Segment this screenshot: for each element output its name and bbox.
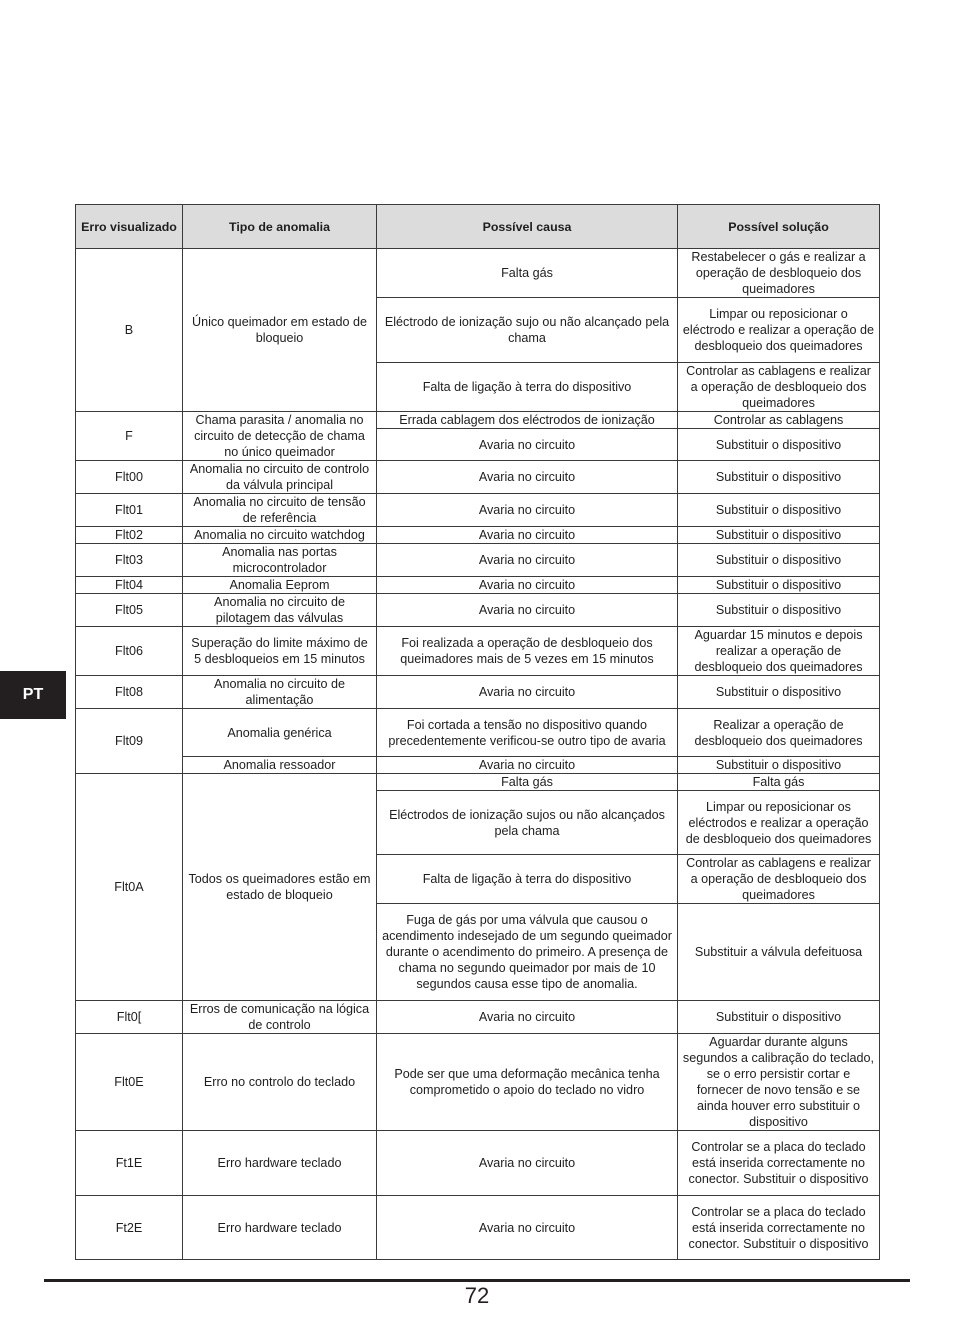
error-code-cell: Flt0[ <box>76 1001 183 1034</box>
anomaly-type-cell: Erros de comunicação na lógica de controlo <box>183 1001 377 1034</box>
error-code-cell: Ft1E <box>76 1131 183 1196</box>
table-row <box>76 1131 880 1196</box>
anomaly-type-cell: Anomalia no circuito de pilotagem das válvulas <box>183 594 377 627</box>
solution-cell: Controlar se a placa do teclado está inserida correctamente no conector. Substituir o dispositivo <box>678 1131 880 1196</box>
solution-cell: Substituir o dispositivo <box>678 676 880 709</box>
solution-cell: Substituir a válvula defeituosa <box>678 904 880 1001</box>
error-code-cell: Flt09 <box>76 709 183 774</box>
cause-cell: Pode ser que uma deformação mecânica tenha comprometido o apoio do teclado no vidro <box>377 1034 678 1131</box>
language-tab-pt: PT <box>0 671 66 719</box>
cause-cell: Avaria no circuito <box>377 461 678 494</box>
solution-cell: Realizar a operação de desbloqueio dos queimadores <box>678 709 880 757</box>
cause-cell: Avaria no circuito <box>377 1196 678 1260</box>
error-code-cell: Flt00 <box>76 461 183 494</box>
anomaly-type-cell: Erro hardware teclado <box>183 1196 377 1260</box>
error-code-cell: Flt03 <box>76 544 183 577</box>
header-possible-solution: Possível solução <box>678 205 880 249</box>
cause-cell: Avaria no circuito <box>377 494 678 527</box>
error-code-cell: F <box>76 412 183 461</box>
anomaly-type-cell: Todos os queimadores estão em estado de bloqueio <box>183 774 377 1001</box>
solution-cell: Controlar as cablagens e realizar a operação de desbloqueio dos queimadores <box>678 363 880 412</box>
error-code-cell: Ft2E <box>76 1196 183 1260</box>
cause-cell: Eléctrodos de ionização sujos ou não alcançados pela chama <box>377 791 678 855</box>
solution-cell: Controlar se a placa do teclado está inserida correctamente no conector. Substituir o dispositivo <box>678 1196 880 1260</box>
error-code-cell: Flt06 <box>76 627 183 676</box>
solution-cell: Substituir o dispositivo <box>678 594 880 627</box>
cause-cell: Falta gás <box>377 774 678 791</box>
error-code-cell: Flt01 <box>76 494 183 527</box>
footer-divider <box>44 1279 910 1282</box>
error-code-cell: B <box>76 249 183 412</box>
anomaly-type-cell: Erro hardware teclado <box>183 1131 377 1196</box>
solution-cell: Controlar as cablagens <box>678 412 880 429</box>
cause-cell: Avaria no circuito <box>377 544 678 577</box>
solution-cell: Limpar ou reposicionar o eléctrodo e realizar a operação de desbloqueio dos queimadores <box>678 298 880 363</box>
cause-cell: Avaria no circuito <box>377 429 678 461</box>
cause-cell: Falta gás <box>377 249 678 298</box>
solution-cell: Substituir o dispositivo <box>678 1001 880 1034</box>
solution-cell: Substituir o dispositivo <box>678 577 880 594</box>
anomaly-type-cell: Anomalia ressoador <box>183 757 377 774</box>
cause-cell: Avaria no circuito <box>377 1131 678 1196</box>
table-row <box>76 774 880 791</box>
cause-cell: Falta de ligação à terra do dispositivo <box>377 855 678 904</box>
anomaly-type-cell: Anomalia Eeprom <box>183 577 377 594</box>
solution-cell: Aguardar 15 minutos e depois realizar a operação de desbloqueio dos queimadores <box>678 627 880 676</box>
solution-cell: Falta gás <box>678 774 880 791</box>
solution-cell: Substituir o dispositivo <box>678 429 880 461</box>
error-code-cell: Flt08 <box>76 676 183 709</box>
cause-cell: Foi cortada a tensão no dispositivo quando precedentemente verificou-se outro tipo de avaria <box>377 709 678 757</box>
anomaly-type-cell: Anomalia genérica <box>183 709 377 757</box>
table-row <box>76 627 880 676</box>
table-row <box>76 577 880 594</box>
error-code-cell: Flt05 <box>76 594 183 627</box>
anomaly-type-cell: Anomalia no circuito watchdog <box>183 527 377 544</box>
anomaly-type-cell: Chama parasita / anomalia no circuito de detecção de chama no único queimador <box>183 412 377 461</box>
anomaly-type-cell: Anomalia no circuito de controlo da válvula principal <box>183 461 377 494</box>
solution-cell: Aguardar durante alguns segundos a calibração do teclado, se o erro persistir cortar e fornecer de novo tensão e se ainda houver erro substituir o dispositivo <box>678 1034 880 1131</box>
solution-cell: Substituir o dispositivo <box>678 544 880 577</box>
anomaly-type-cell: Superação do limite máximo de 5 desbloqueios em 15 minutos <box>183 627 377 676</box>
cause-cell: Avaria no circuito <box>377 1001 678 1034</box>
error-code-cell: Flt0E <box>76 1034 183 1131</box>
table-row <box>76 1034 880 1131</box>
solution-cell: Substituir o dispositivo <box>678 494 880 527</box>
cause-cell: Fuga de gás por uma válvula que causou o acendimento indesejado de um segundo queimador durante o acendimento do primeiro. A presença de chama no segundo queimador por mais de 10 segundos causa esse tipo de anomalia. <box>377 904 678 1001</box>
solution-cell: Restabelecer o gás e realizar a operação de desbloqueio dos queimadores <box>678 249 880 298</box>
table-row <box>76 461 880 494</box>
table-row <box>76 594 880 627</box>
table-row <box>76 544 880 577</box>
header-row <box>76 205 880 249</box>
anomaly-type-cell: Único queimador em estado de bloqueio <box>183 249 377 412</box>
cause-cell: Foi realizada a operação de desbloqueio dos queimadores mais de 5 vezes em 15 minutos <box>377 627 678 676</box>
solution-cell: Controlar as cablagens e realizar a operação de desbloqueio dos queimadores <box>678 855 880 904</box>
table-row <box>76 709 880 757</box>
page-number: 72 <box>464 1283 490 1308</box>
solution-cell: Substituir o dispositivo <box>678 757 880 774</box>
error-code-cell: Flt0A <box>76 774 183 1001</box>
table-row <box>76 757 880 774</box>
error-code-cell: Flt02 <box>76 527 183 544</box>
cause-cell: Eléctrodo de ionização sujo ou não alcançado pela chama <box>377 298 678 363</box>
troubleshooting-table <box>75 204 880 1260</box>
cause-cell: Avaria no circuito <box>377 527 678 544</box>
error-code-cell: Flt04 <box>76 577 183 594</box>
cause-cell: Avaria no circuito <box>377 676 678 709</box>
troubleshooting-table-container <box>75 204 879 1260</box>
header-anomaly-type: Tipo de anomalia <box>183 205 377 249</box>
anomaly-type-cell: Anomalia no circuito de tensão de referência <box>183 494 377 527</box>
solution-cell: Substituir o dispositivo <box>678 527 880 544</box>
cause-cell: Errada cablagem dos eléctrodos de ionização <box>377 412 678 429</box>
anomaly-type-cell: Anomalia nas portas microcontrolador <box>183 544 377 577</box>
table-row <box>76 249 880 298</box>
table-row <box>76 412 880 429</box>
cause-cell: Falta de ligação à terra do dispositivo <box>377 363 678 412</box>
cause-cell: Avaria no circuito <box>377 594 678 627</box>
header-possible-cause: Possível causa <box>377 205 678 249</box>
table-row <box>76 527 880 544</box>
cause-cell: Avaria no circuito <box>377 577 678 594</box>
table-row <box>76 676 880 709</box>
table-row <box>76 1196 880 1260</box>
cause-cell: Avaria no circuito <box>377 757 678 774</box>
solution-cell: Substituir o dispositivo <box>678 461 880 494</box>
table-row <box>76 1001 880 1034</box>
header-error-code: Erro visualizado <box>76 205 183 249</box>
solution-cell: Limpar ou reposicionar os eléctrodos e realizar a operação de desbloqueio dos queimadores <box>678 791 880 855</box>
anomaly-type-cell: Erro no controlo do teclado <box>183 1034 377 1131</box>
table-row <box>76 494 880 527</box>
anomaly-type-cell: Anomalia no circuito de alimentação <box>183 676 377 709</box>
